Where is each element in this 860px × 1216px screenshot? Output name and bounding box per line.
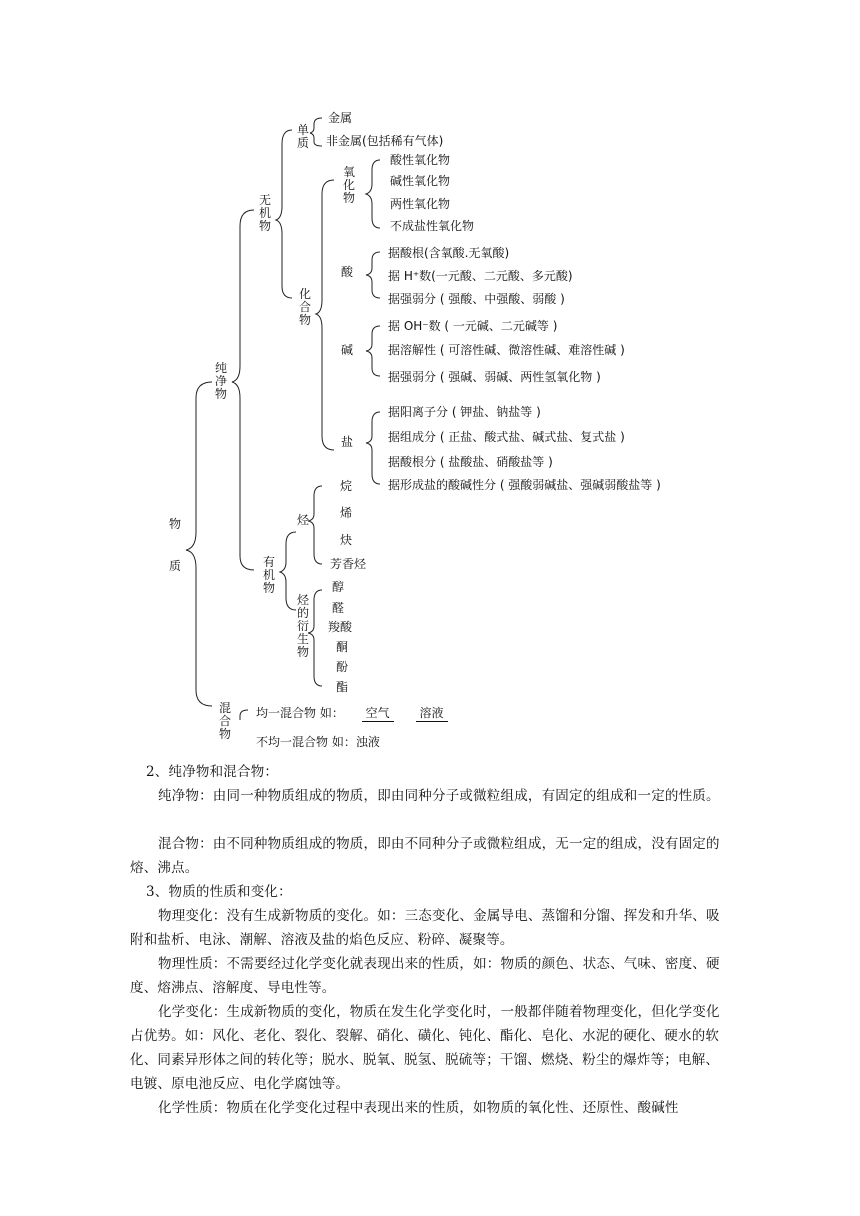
homo-example: 空气 (362, 706, 394, 722)
pure-substance-label: 纯净物 (214, 361, 227, 401)
salt-item: 据酸根分 ( 盐酸盐、硝酸盐等 ) (388, 455, 553, 469)
chemical-change: 化学变化：生成新物质的变化，物质在发生化学变化时，一般都伴随着物理变化，但化学变化占优势。如：风化、老化、裂化、裂解、硝化、磺化、钝化、酯化、皂化、水泥的硬化、硬水的软化、同素异形体之间的转化等；脱水、脱氧、脱氢、脱硫等；干馏、燃烧、粉尘的爆炸等；电解、电镀、原电池反应、电化学腐蚀等。 (130, 1004, 720, 1092)
pure-definition: 纯净物：由同一种物质组成的物质，即由同种分子或微粒组成，有固定的组成和一定的性质。 (158, 788, 720, 804)
hydrocarbon-item: 芳香烃 (330, 557, 367, 571)
derivative-item: 酮 (336, 640, 349, 654)
acid-item: 据强弱分 ( 强酸、中强酸、弱酸 ) (388, 292, 565, 306)
homo-example: 溶液 (416, 706, 448, 722)
base-item: 据溶解性 ( 可溶性碱、微溶性碱、难溶性碱 ) (388, 343, 625, 357)
brace-oxide (366, 160, 380, 228)
brace-salt (366, 412, 380, 484)
derivative-item: 酚 (336, 660, 349, 674)
mixture-label: 混合物 (218, 701, 231, 741)
root-label-2: 质 (168, 559, 181, 573)
physical-property: 物理性质：不需要经过化学变化就表现出来的性质，如：物质的颜色、状态、气味、密度、硬度、熔沸点、溶解度、导电性等。 (130, 956, 720, 996)
hydrocarbon-item: 烯 (340, 506, 353, 520)
derivative-item: 醇 (332, 580, 345, 594)
nonmetal-label: 非金属(包括稀有气体) (326, 134, 444, 148)
brace-hydrocarbon (308, 486, 322, 564)
brace-base (366, 326, 380, 376)
acid-item: 据酸根(含氧酸.无氧酸) (388, 246, 510, 260)
homogeneous-label (256, 706, 448, 720)
physical-change: 物理变化：没有生成新物质的变化。如：三态变化、金属导电、蒸馏和分馏、挥发和升华、吸附和盐析、电泳、潮解、溶液及盐的焰色反应、粉碎、凝聚等。 (130, 908, 720, 948)
salt-item: 据阳离子分 ( 钾盐、钠盐等 ) (388, 405, 541, 419)
salt-item: 据组成分 ( 正盐、酸式盐、碱式盐、复式盐 ) (388, 430, 625, 444)
acid-label: 酸 (340, 265, 353, 279)
base-item: 据强弱分 ( 强碱、弱碱、两性氢氧化物 ) (388, 370, 601, 384)
mixture-definition: 混合物：由不同种物质组成的物质，即由不同种分子或微粒组成，无一定的组成，没有固定的熔、沸点。 (130, 836, 720, 876)
oxide-label: 氧化物 (342, 165, 355, 205)
brace-pure (232, 210, 254, 570)
acid-item: 据 H⁺数(一元酸、二元酸、多元酸) (388, 269, 573, 283)
brace-acid (366, 252, 380, 298)
base-label: 碱 (340, 343, 353, 357)
section-2-title: 2、纯净物和混合物： (146, 764, 279, 780)
oxide-item: 两性氧化物 (390, 197, 451, 211)
oxide-item: 碱性氧化物 (390, 174, 451, 188)
compound-label: 化合物 (298, 287, 311, 327)
hydrocarbon-item: 烷 (340, 479, 353, 493)
homogeneous-text: 均一混合物 如： (256, 706, 344, 720)
derivative-item: 酯 (336, 680, 349, 694)
chemical-property: 化学性质：物质在化学变化过程中表现出来的性质，如物质的氧化性、还原性、酸碱性 (158, 1100, 679, 1116)
brace-elemental (310, 118, 322, 146)
oxide-item: 不成盐性氧化物 (390, 219, 475, 233)
brace-mixture (236, 710, 248, 720)
oxide-item: 酸性氧化物 (390, 153, 451, 167)
derivative-item: 羧酸 (328, 620, 353, 634)
metal-label: 金属 (328, 111, 353, 125)
hydrocarbon-item: 炔 (340, 533, 353, 547)
heterogeneous-label: 不均一混合物 如：浊液 (256, 735, 380, 749)
salt-item: 据形成盐的酸碱性分 ( 强酸弱碱盐、强碱弱酸盐等 ) (388, 478, 661, 492)
inorganic-label: 无机物 (258, 193, 271, 233)
organic-label: 有机物 (262, 555, 275, 595)
derivative-label: 烃的衍生物 (296, 593, 309, 659)
brace-derivative (308, 590, 322, 686)
root-label-1: 物 (168, 517, 181, 531)
brace-organic (280, 532, 296, 610)
brace-compound (316, 180, 334, 450)
brace-inorganic (276, 130, 292, 298)
hydrocarbon-label: 烃 (296, 513, 309, 527)
derivative-item: 醛 (332, 601, 345, 615)
base-item: 据 OH⁻数 ( 一元碱、二元碱等 ) (388, 319, 558, 333)
section-3-title: 3、物质的性质和变化： (146, 884, 292, 900)
elemental-label: 单质 (296, 123, 309, 150)
salt-label: 盐 (340, 435, 353, 449)
brace-root (186, 382, 212, 706)
